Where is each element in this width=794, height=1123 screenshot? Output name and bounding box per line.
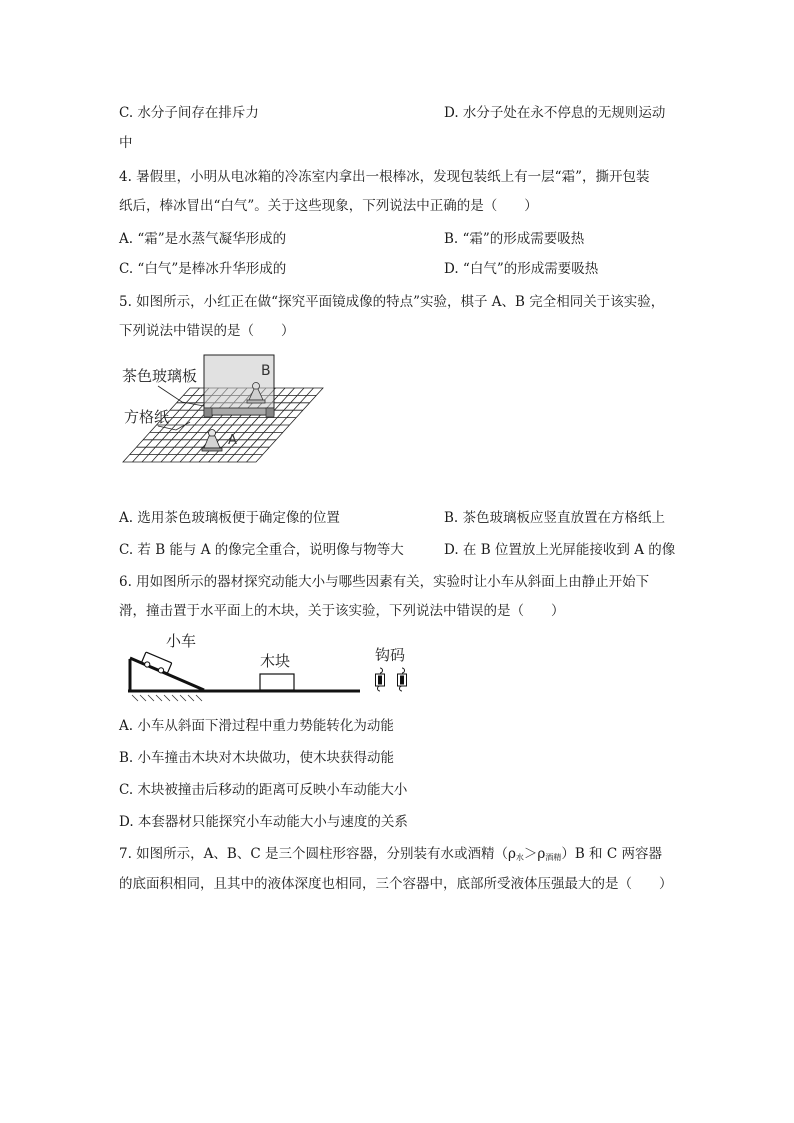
q5-stem-line-1: 5. 如图所示，小红正在做“探究平面镜成像的特点”实验，棋子 A、B 完全相同关于该实验， [119, 294, 665, 310]
q3-option-d: D. 水分子处在永不停息的无规则运动 [444, 105, 666, 121]
q5-option-b: B. 茶色玻璃板应竖直放置在方格纸上 [444, 510, 666, 526]
label-tinted-glass: 茶色玻璃板 [122, 367, 198, 385]
rho-alcohol-subscript: 酒精 [545, 853, 562, 862]
q3-option-c: C. 水分子间存在排斥力 [119, 105, 259, 121]
label-cart: 小车 [166, 632, 197, 650]
q6-option-d: D. 本套器材只能探究小车动能大小与速度的关系 [119, 814, 408, 830]
q6-stem-line-1: 6. 用如图所示的器材探究动能大小与哪些因素有关，实验时让小车从斜面上由静止开始下 [119, 574, 650, 590]
q6-stem-line-2: 滑，撞击置于水平面上的木块，关于该实验，下列说法中错误的是（ ） [119, 603, 565, 619]
q6-option-c: C. 木块被撞击后移动的距离可反映小车动能大小 [119, 782, 408, 798]
label-wood-block: 木块 [260, 652, 291, 670]
q7-relation: ＞ρ [523, 846, 546, 862]
hook-weight-1 [376, 668, 385, 691]
q7-stem-line-2: 的底面积相同，且其中的液体深度也相同，三个容器中，底部所受液体压强最大的是（ ） [119, 876, 673, 892]
q3-option-d-wrap: 中 [119, 135, 133, 151]
wood-block [260, 674, 294, 690]
q5-option-a: A. 选用茶色玻璃板便于确定像的位置 [119, 510, 340, 526]
rho-water-subscript: 水 [515, 853, 524, 862]
q5-stem-line-2: 下列说法中错误的是（ ） [119, 323, 295, 339]
label-a: A [228, 433, 237, 448]
q7-stem-line-1 [119, 845, 662, 867]
q5-option-c: C. 若 B 能与 A 的像完全重合，说明像与物等大 [119, 542, 404, 558]
q4-option-c: C. “白气”是棒冰升华形成的 [119, 261, 287, 277]
q7-stem-part-1: 7. 如图所示，A、B、C 是三个圆柱形容器，分别装有水或酒精（ρ [119, 846, 516, 862]
cart [141, 652, 172, 675]
q5-option-d: D. 在 B 位置放上光屏能接收到 A 的像 [444, 542, 676, 558]
q4-option-d: D. “白气”的形成需要吸热 [444, 261, 599, 277]
q4-stem-line-2: 纸后，棒冰冒出“白气”。关于这些现象，下列说法中正确的是（ ） [119, 198, 538, 214]
hook-weight-2 [398, 668, 407, 691]
label-grid-paper: 方格纸 [124, 408, 170, 426]
q4-option-b: B. “霜”的形成需要吸热 [444, 231, 585, 247]
q4-stem-line-1: 4. 暑假里，小明从电冰箱的冷冻室内拿出一根棒冰，发现包装纸上有一层“霜”，撕开包装 [119, 169, 650, 185]
plane-mirror-figure [118, 350, 333, 468]
q6-option-b: B. 小车撞击木块对木块做功，使木块获得动能 [119, 750, 395, 766]
label-hook-weights: 钩码 [375, 646, 406, 664]
q6-option-a: A. 小车从斜面下滑过程中重力势能转化为动能 [119, 718, 394, 734]
q7-stem-part-2: ）B 和 C 两容器 [561, 846, 662, 862]
kinetic-energy-figure [124, 630, 424, 710]
q4-option-a: A. “霜”是水蒸气凝华形成的 [119, 231, 287, 247]
label-b: B [261, 363, 271, 379]
